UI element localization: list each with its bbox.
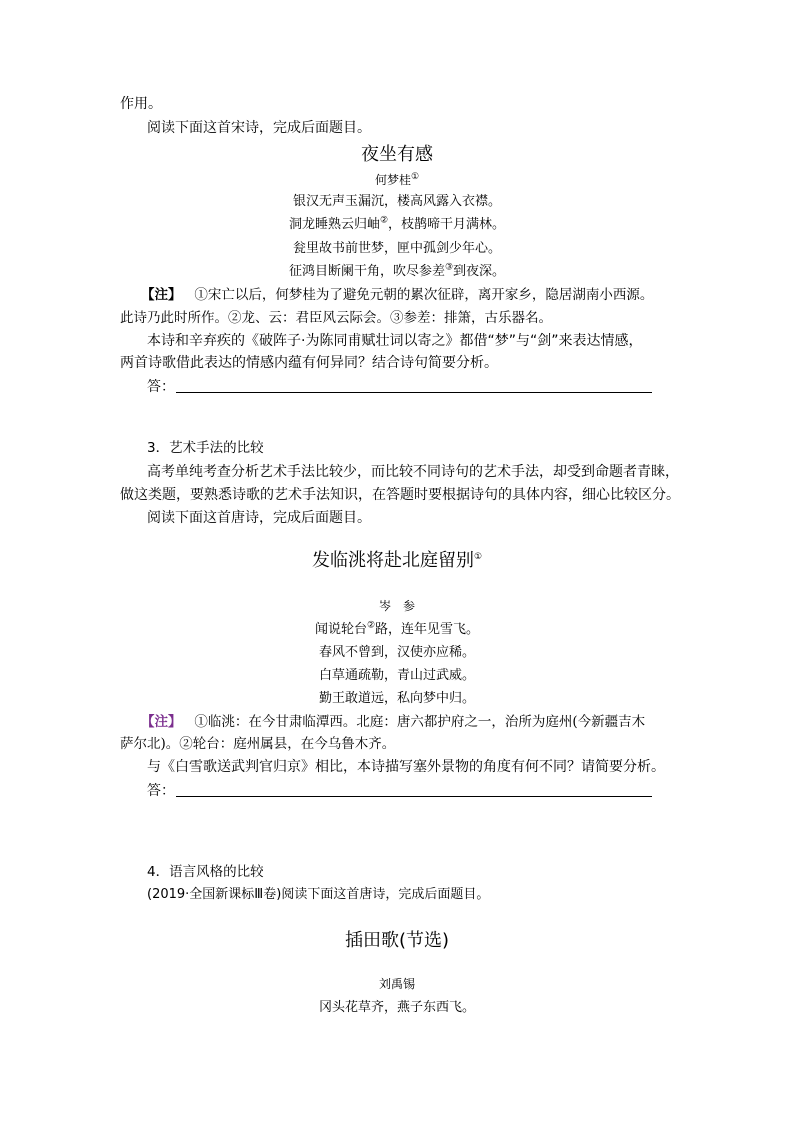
poem-line-1: 冈头花草齐，燕子东西飞。 xyxy=(318,1000,475,1015)
poem-line-1: 闻说轮台②路，连年见雪飞。 xyxy=(314,620,480,637)
section3-para-2: 做这类题，要熟悉诗歌的艺术手法知识，在答题时要根据诗句的具体内容，细心比较区分。 xyxy=(120,487,680,503)
poem-line-3: 瓮里故书前世梦，匣中孤剑少年心。 xyxy=(292,241,501,256)
question-line-2: 两首诗歌借此表达的情感内蕴有何异同？结合诗句简要分析。 xyxy=(120,355,498,371)
instruction-song-poem: 阅读下面这首宋诗，完成后面题目。 xyxy=(147,120,371,136)
question-line-1: 本诗和辛弃疾的《破阵子·为陈同甫赋壮词以寄之》都借“梦”与“剑”来表达情感， xyxy=(147,333,643,349)
poem-title-yezuo: 夜坐有感 xyxy=(361,144,433,165)
poem-line-4: 征鸿目断阑干角，吹尽参差③到夜深。 xyxy=(288,262,506,279)
answer-line[interactable] xyxy=(176,392,652,393)
poem-title-falintao: 发临洮将赴北庭留别① xyxy=(311,550,483,571)
poem-line-3: 白草通疏勒，青山过武威。 xyxy=(318,668,475,683)
poem-line-4: 勤王敢道远，私向梦中归。 xyxy=(318,691,475,706)
note-tag: 【注】 xyxy=(141,287,182,303)
note-line-2: 萨尔北)。②轮台：庭州属县，在今乌鲁木齐。 xyxy=(120,736,396,752)
section-heading-3: 3．艺术手法的比较 xyxy=(147,440,264,456)
poem-author-hemenggui: 何梦桂① xyxy=(374,172,420,187)
section3-para-1: 高考单纯考查分析艺术手法比较少，而比较不同诗句的艺术手法，却受到命题者青睐， xyxy=(147,464,679,480)
poem-author-censhen: 岑 参 xyxy=(378,599,415,613)
question-line: 与《白雪歌送武判官归京》相比，本诗描写塞外景物的角度有何不同？请简要分析。 xyxy=(147,759,665,775)
section-heading-4: 4．语言风格的比较 xyxy=(147,864,264,880)
note-tag: 【注】 xyxy=(141,714,182,730)
answer-label: 答： xyxy=(147,379,175,395)
note-line-1: 【注】 ①宋亡以后，何梦桂为了避免元朝的累次征辟，离开家乡，隐居湖南小西源。 xyxy=(141,287,654,303)
answer-label: 答： xyxy=(147,783,175,799)
instruction-tang-poem: 阅读下面这首唐诗，完成后面题目。 xyxy=(147,510,371,526)
poem-line-1: 银汉无声玉漏沉，楼高风露入衣襟。 xyxy=(292,194,501,209)
note-line-2: 此诗乃此时所作。②龙、云：君臣风云际会。③参差：排箫，古乐器名。 xyxy=(120,310,552,326)
poem-line-2: 洞龙睡熟云归岫②，枝鹊啼干月满林。 xyxy=(288,215,506,232)
answer-line[interactable] xyxy=(176,796,652,797)
instruction-source: (2019·全国新课标Ⅲ卷)阅读下面这首唐诗，完成后面题目。 xyxy=(147,887,490,902)
poem-author-liuyuxi: 刘禹锡 xyxy=(378,977,415,991)
note-line-1: 【注】 ①临洮：在今甘肃临潭西。北庭：唐六都护府之一，治所为庭州(今新疆吉木 xyxy=(141,714,646,730)
intro-line: 作用。 xyxy=(120,96,162,112)
poem-title-chatiange: 插田歌(节选) xyxy=(344,930,450,951)
poem-line-2: 春风不曾到，汉使亦应稀。 xyxy=(318,645,475,660)
